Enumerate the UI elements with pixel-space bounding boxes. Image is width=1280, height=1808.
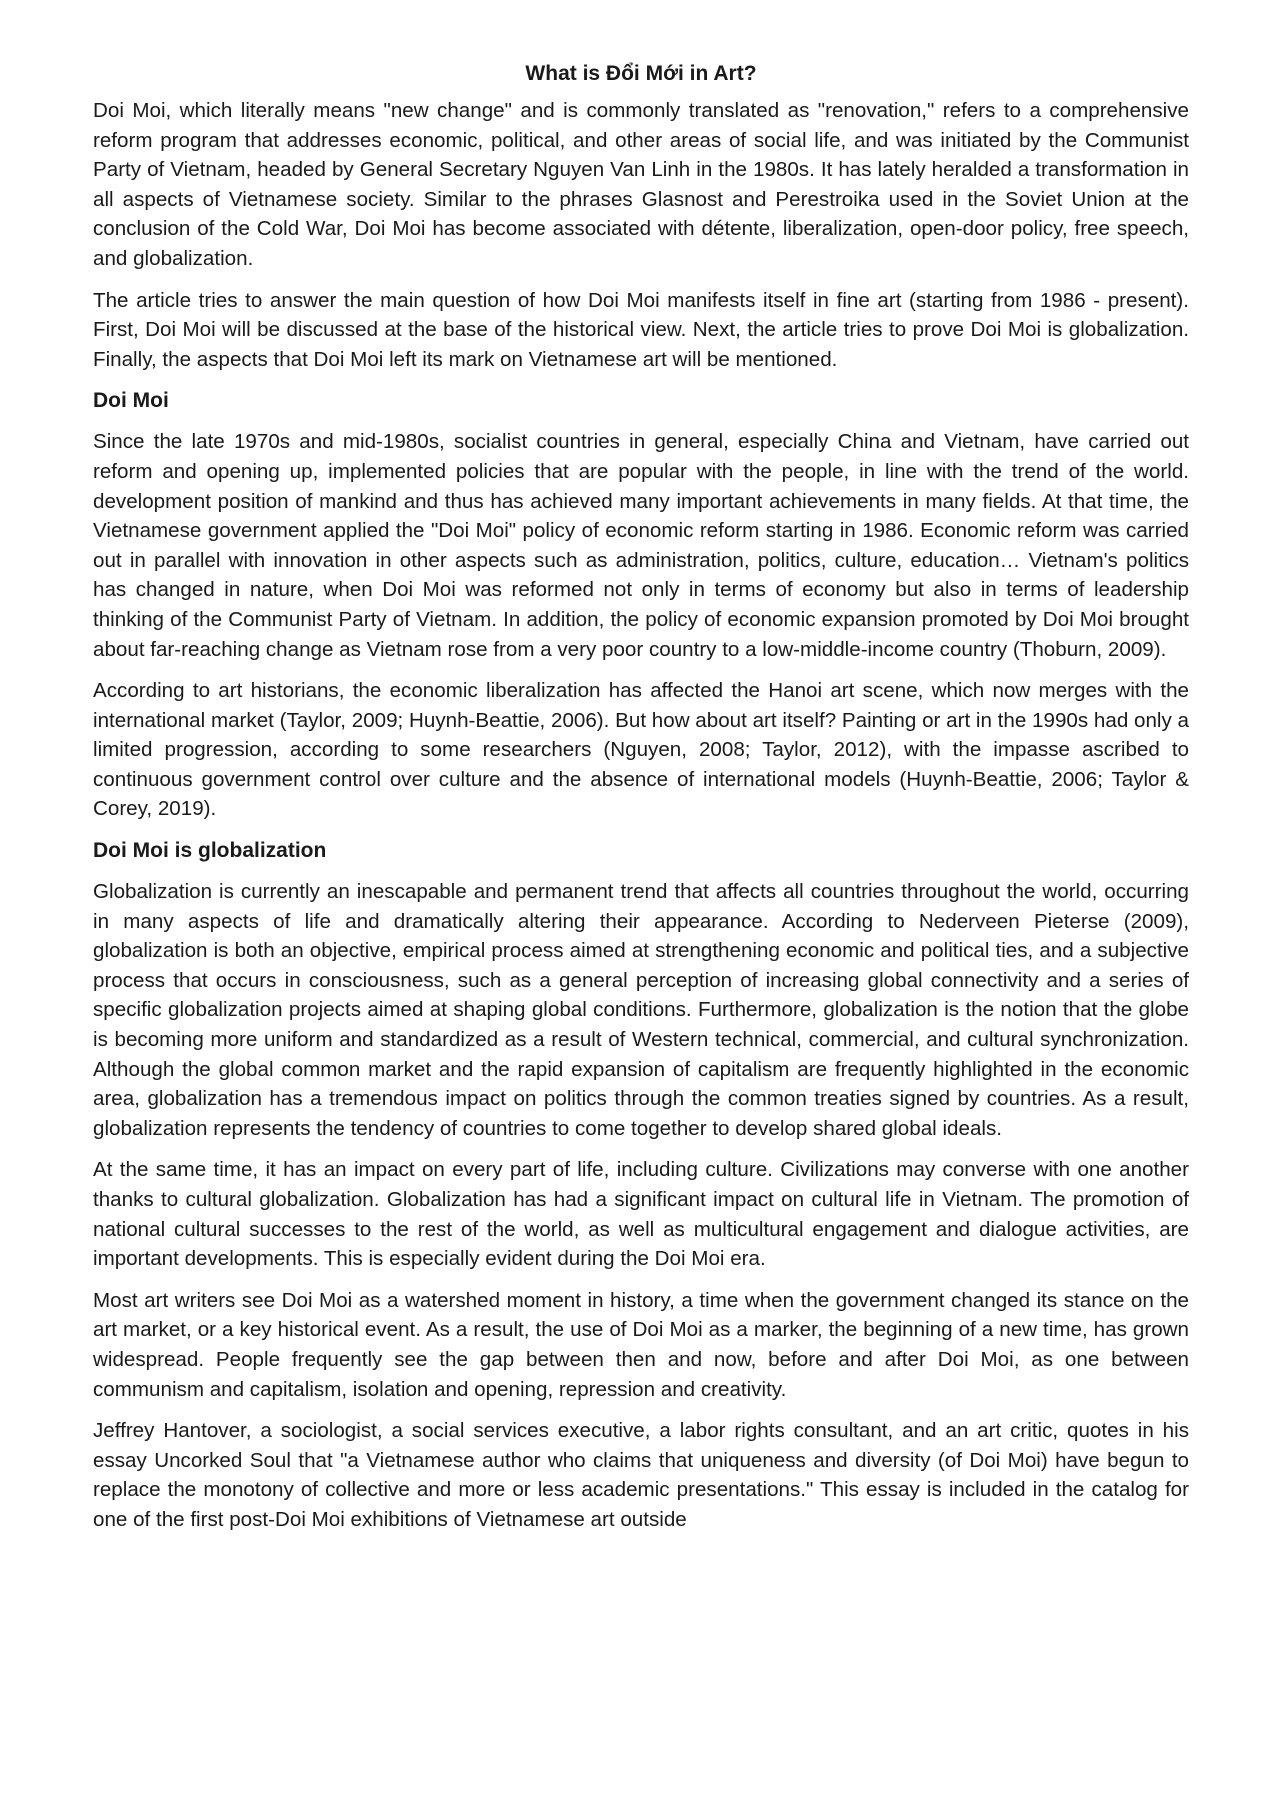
section-paragraph: Since the late 1970s and mid-1980s, socialist countries in general, especially China and Vietnam, have carried out reform and opening up, implemented policies that are popular with the people, in line with the trend of the world. development position of mankind and thus has achieved many important achievements in many fields. At that time, the Vietnamese government applied the "Doi Moi" policy of economic reform starting in 1986. Economic reform was carried out in parallel with innovation in other aspects such as administration, politics, culture, education… Vietnam's politics has changed in nature, when Doi Moi was reformed not only in terms of economy but also in terms of leadership thinking of the Communist Party of Vietnam. In addition, the policy of economic expansion promoted by Doi Moi brought about far-reaching change as Vietnam rose from a very poor country to a low-middle-income country (Thoburn, 2009). bbox=[93, 430, 1189, 661]
intro-paragraph: The article tries to answer the main question of how Doi Moi manifests itself in fine art (starting from 1986 - present). First, Doi Moi will be discussed at the base of the historical view. Next, the article tries to prove Doi Moi is globalization. Finally, the aspects that Doi Moi left its mark on Vietnamese art will be mentioned. bbox=[93, 288, 1189, 371]
section-heading-doi-moi-is-globalization: Doi Moi is globalization bbox=[93, 839, 327, 863]
section-paragraph: Globalization is currently an inescapable and permanent trend that affects all countries throughout the world, occurring in many aspects of life and dramatically altering their appearance. According to Nederveen Pieterse (2009), globalization is both an objective, empirical process aimed at strengthening economic and political ties, and a subjective process that occurs in consciousness, such as a general perception of increasing global connectivity and a series of specific globalization projects aimed at shaping global conditions. Furthermore, globalization is the notion that the globe is becoming more uniform and standardized as a result of Western technical, commercial, and cultural synchronization. Although the global common market and the rapid expansion of capitalism are frequently highlighted in the economic area, globalization has a tremendous impact on politics through the common treaties signed by countries. As a result, globalization represents the tendency of countries to come together to develop shared global ideals. bbox=[93, 880, 1189, 1140]
section-paragraph: According to art historians, the economic liberalization has affected the Hanoi art scene, which now merges with the international market (Taylor, 2009; Huynh-Beattie, 2006). But how about art itself? Painting or art in the 1990s had only a limited progression, according to some researchers (Nguyen, 2008; Taylor, 2012), with the impasse ascribed to continuous government control over culture and the absence of international models (Huynh-Beattie, 2006; Taylor & Corey, 2019). bbox=[93, 679, 1189, 821]
intro-paragraph: Doi Moi, which literally means "new change" and is commonly translated as "renovation," refers to a comprehensive reform program that addresses economic, political, and other areas of social life, and was initiated by the Communist Party of Vietnam, headed by General Secretary Nguyen Van Linh in the 1980s. It has lately heralded a transformation in all aspects of Vietnamese society. Similar to the phrases Glasnost and Perestroika used in the Soviet Union at the conclusion of the Cold War, Doi Moi has become associated with détente, liberalization, open-door policy, free speech, and globalization. bbox=[93, 99, 1189, 270]
section-paragraph: At the same time, it has an impact on every part of life, including culture. Civilizations may converse with one another thanks to cultural globalization. Globalization has had a significant impact on cultural life in Vietnam. The promotion of national cultural successes to the rest of the world, as well as multicultural engagement and dialogue activities, are important developments. This is especially evident during the Doi Moi era. bbox=[93, 1158, 1189, 1271]
document-title: What is Đổi Mới in Art? bbox=[525, 62, 757, 85]
section-heading-doi-moi: Doi Moi bbox=[93, 389, 169, 413]
section-paragraph: Jeffrey Hantover, a sociologist, a social services executive, a labor rights consultant, and an art critic, quotes in his essay Uncorked Soul that "a Vietnamese author who claims that uniqueness and diversity (of Doi Moi) have begun to replace the monotony of collective and more or less academic presentations." This essay is included in the catalog for one of the first post-Doi Moi exhibitions of Vietnamese art outside bbox=[93, 1419, 1189, 1531]
section-paragraph: Most art writers see Doi Moi as a watershed moment in history, a time when the government changed its stance on the art market, or a key historical event. As a result, the use of Doi Moi as a marker, the beginning of a new time, has grown widespread. People frequently see the gap between then and now, before and after Doi Moi, as one between communism and capitalism, isolation and opening, repression and creativity. bbox=[93, 1288, 1189, 1401]
document-page bbox=[93, 60, 1189, 1547]
